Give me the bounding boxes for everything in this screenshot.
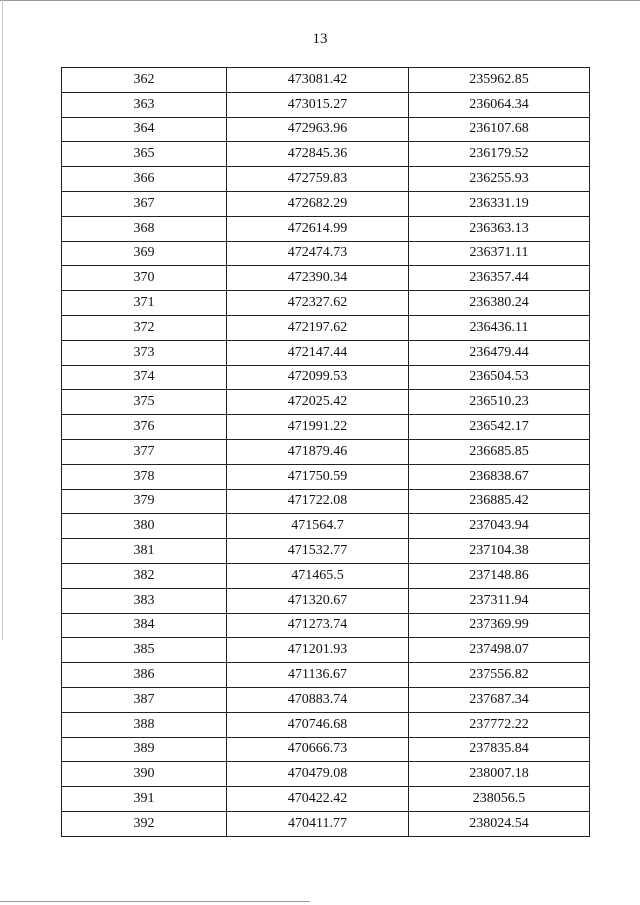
table-row — [62, 216, 590, 241]
point-number-cell: 381 — [62, 539, 227, 564]
x-coordinate-cell: 471201.93 — [227, 638, 409, 663]
y-coordinate-cell: 236685.85 — [409, 439, 590, 464]
y-coordinate-cell: 237772.22 — [409, 712, 590, 737]
y-coordinate-cell: 236542.17 — [409, 415, 590, 440]
table-row — [62, 390, 590, 415]
table-row — [62, 315, 590, 340]
y-coordinate-cell: 237687.34 — [409, 687, 590, 712]
table-row — [62, 117, 590, 142]
table-row — [62, 737, 590, 762]
x-coordinate-cell: 473081.42 — [227, 68, 409, 93]
y-coordinate-cell: 237556.82 — [409, 663, 590, 688]
x-coordinate-cell: 472025.42 — [227, 390, 409, 415]
y-coordinate-cell: 236885.42 — [409, 489, 590, 514]
point-number-cell: 373 — [62, 340, 227, 365]
point-number-cell: 386 — [62, 663, 227, 688]
table-row — [62, 241, 590, 266]
point-number-cell: 389 — [62, 737, 227, 762]
y-coordinate-cell: 238007.18 — [409, 762, 590, 787]
y-coordinate-cell: 236255.93 — [409, 167, 590, 192]
y-coordinate-cell: 238056.5 — [409, 787, 590, 812]
x-coordinate-cell: 471320.67 — [227, 588, 409, 613]
x-coordinate-cell: 472614.99 — [227, 216, 409, 241]
y-coordinate-cell: 236357.44 — [409, 266, 590, 291]
x-coordinate-cell: 470422.42 — [227, 787, 409, 812]
point-number-cell: 375 — [62, 390, 227, 415]
y-coordinate-cell: 236510.23 — [409, 390, 590, 415]
table-row — [62, 638, 590, 663]
y-coordinate-cell: 236107.68 — [409, 117, 590, 142]
table-row — [62, 291, 590, 316]
table-row — [62, 266, 590, 291]
y-coordinate-cell: 235962.85 — [409, 68, 590, 93]
table-row — [62, 464, 590, 489]
x-coordinate-cell: 471532.77 — [227, 539, 409, 564]
x-coordinate-cell: 471750.59 — [227, 464, 409, 489]
table-row — [62, 92, 590, 117]
table-row — [62, 563, 590, 588]
point-number-cell: 371 — [62, 291, 227, 316]
y-coordinate-cell: 236363.13 — [409, 216, 590, 241]
table-row — [62, 514, 590, 539]
point-number-cell: 385 — [62, 638, 227, 663]
point-number-cell: 379 — [62, 489, 227, 514]
table-row — [62, 415, 590, 440]
table-row — [62, 489, 590, 514]
scan-top-border — [0, 0, 640, 1]
table-row — [62, 687, 590, 712]
table-row — [62, 613, 590, 638]
point-number-cell: 362 — [62, 68, 227, 93]
y-coordinate-cell: 236380.24 — [409, 291, 590, 316]
point-number-cell: 392 — [62, 811, 227, 836]
y-coordinate-cell: 237104.38 — [409, 539, 590, 564]
y-coordinate-cell: 237043.94 — [409, 514, 590, 539]
y-coordinate-cell: 236371.11 — [409, 241, 590, 266]
table-row — [62, 142, 590, 167]
table-row — [62, 191, 590, 216]
table-row — [62, 787, 590, 812]
x-coordinate-cell: 472390.34 — [227, 266, 409, 291]
x-coordinate-cell: 470411.77 — [227, 811, 409, 836]
table-row — [62, 588, 590, 613]
y-coordinate-cell: 236331.19 — [409, 191, 590, 216]
coordinates-table — [61, 67, 590, 837]
y-coordinate-cell: 237369.99 — [409, 613, 590, 638]
table-row — [62, 762, 590, 787]
y-coordinate-cell: 236179.52 — [409, 142, 590, 167]
x-coordinate-cell: 472759.83 — [227, 167, 409, 192]
x-coordinate-cell: 472197.62 — [227, 315, 409, 340]
page-number: 13 — [312, 31, 328, 47]
x-coordinate-cell: 470746.68 — [227, 712, 409, 737]
point-number-cell: 369 — [62, 241, 227, 266]
point-number-cell: 387 — [62, 687, 227, 712]
y-coordinate-cell: 237835.84 — [409, 737, 590, 762]
y-coordinate-cell: 237148.86 — [409, 563, 590, 588]
x-coordinate-cell: 471564.7 — [227, 514, 409, 539]
x-coordinate-cell: 473015.27 — [227, 92, 409, 117]
table-row — [62, 712, 590, 737]
scan-bottom-border — [0, 901, 310, 902]
x-coordinate-cell: 472327.62 — [227, 291, 409, 316]
x-coordinate-cell: 471722.08 — [227, 489, 409, 514]
x-coordinate-cell: 471136.67 — [227, 663, 409, 688]
point-number-cell: 391 — [62, 787, 227, 812]
table-row — [62, 811, 590, 836]
point-number-cell: 366 — [62, 167, 227, 192]
point-number-cell: 374 — [62, 365, 227, 390]
point-number-cell: 376 — [62, 415, 227, 440]
table-row — [62, 439, 590, 464]
table-row — [62, 68, 590, 93]
y-coordinate-cell: 236504.53 — [409, 365, 590, 390]
scan-left-border — [2, 0, 3, 640]
point-number-cell: 378 — [62, 464, 227, 489]
x-coordinate-cell: 471465.5 — [227, 563, 409, 588]
x-coordinate-cell: 472147.44 — [227, 340, 409, 365]
coordinates-table-body — [62, 68, 590, 837]
x-coordinate-cell: 470883.74 — [227, 687, 409, 712]
table-row — [62, 365, 590, 390]
y-coordinate-cell: 238024.54 — [409, 811, 590, 836]
x-coordinate-cell: 472099.53 — [227, 365, 409, 390]
point-number-cell: 363 — [62, 92, 227, 117]
table-row — [62, 167, 590, 192]
point-number-cell: 365 — [62, 142, 227, 167]
point-number-cell: 372 — [62, 315, 227, 340]
x-coordinate-cell: 472845.36 — [227, 142, 409, 167]
y-coordinate-cell: 237498.07 — [409, 638, 590, 663]
point-number-cell: 390 — [62, 762, 227, 787]
x-coordinate-cell: 472682.29 — [227, 191, 409, 216]
y-coordinate-cell: 236838.67 — [409, 464, 590, 489]
point-number-cell: 388 — [62, 712, 227, 737]
y-coordinate-cell: 237311.94 — [409, 588, 590, 613]
x-coordinate-cell: 471273.74 — [227, 613, 409, 638]
x-coordinate-cell: 471991.22 — [227, 415, 409, 440]
y-coordinate-cell: 236436.11 — [409, 315, 590, 340]
point-number-cell: 377 — [62, 439, 227, 464]
point-number-cell: 383 — [62, 588, 227, 613]
table-row — [62, 340, 590, 365]
x-coordinate-cell: 472963.96 — [227, 117, 409, 142]
x-coordinate-cell: 471879.46 — [227, 439, 409, 464]
point-number-cell: 370 — [62, 266, 227, 291]
point-number-cell: 384 — [62, 613, 227, 638]
x-coordinate-cell: 470666.73 — [227, 737, 409, 762]
y-coordinate-cell: 236479.44 — [409, 340, 590, 365]
table-row — [62, 663, 590, 688]
point-number-cell: 380 — [62, 514, 227, 539]
x-coordinate-cell: 470479.08 — [227, 762, 409, 787]
y-coordinate-cell: 236064.34 — [409, 92, 590, 117]
point-number-cell: 382 — [62, 563, 227, 588]
table-row — [62, 539, 590, 564]
point-number-cell: 364 — [62, 117, 227, 142]
x-coordinate-cell: 472474.73 — [227, 241, 409, 266]
point-number-cell: 368 — [62, 216, 227, 241]
point-number-cell: 367 — [62, 191, 227, 216]
